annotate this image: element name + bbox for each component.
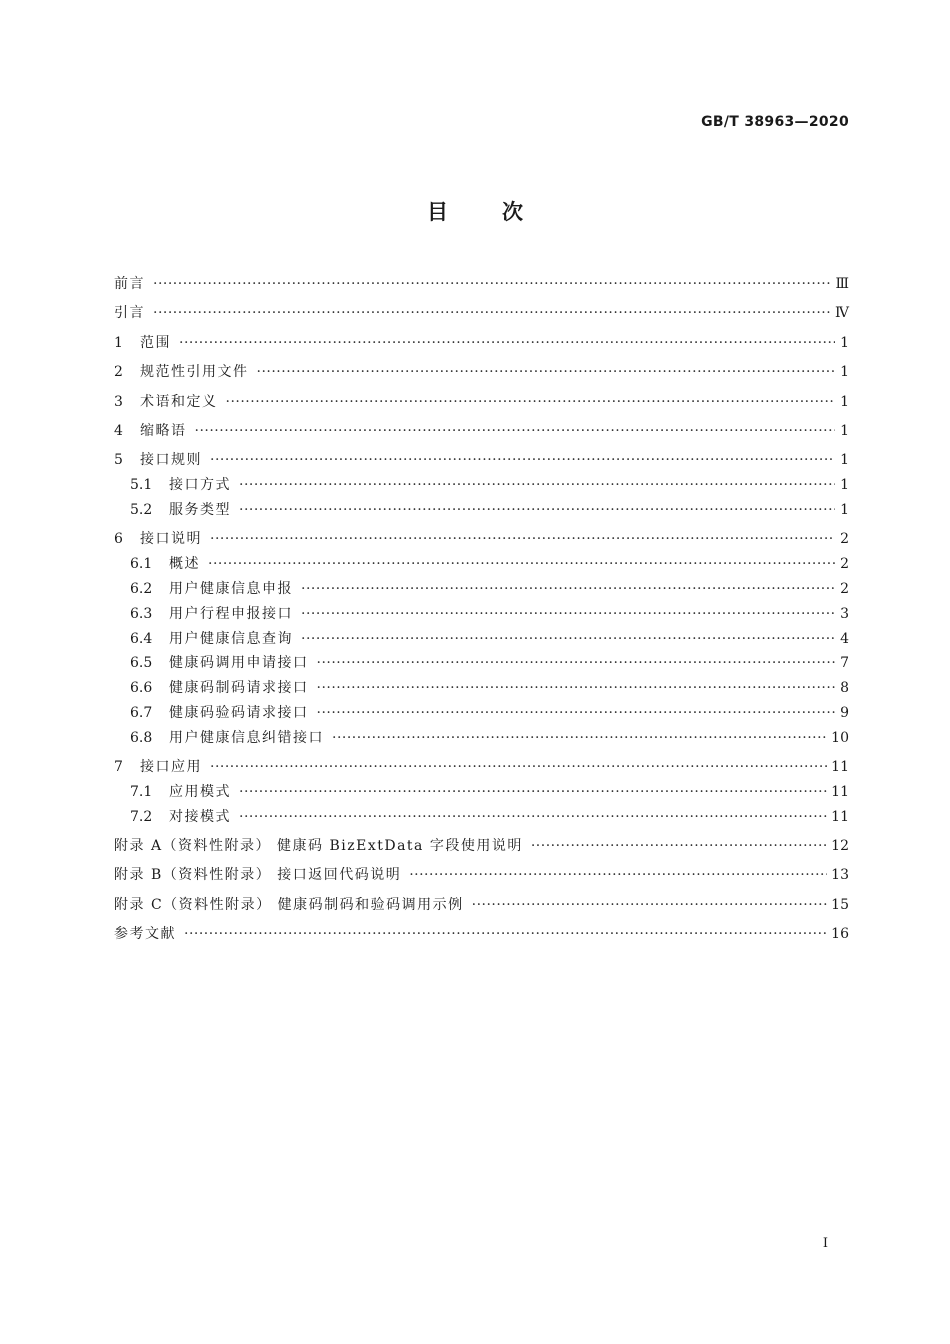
- dot-leader: [153, 273, 831, 295]
- toc-entry-number: 3: [114, 393, 123, 410]
- toc-entry-label: 概述: [169, 556, 200, 573]
- toc-entry-page: 11: [831, 808, 849, 825]
- toc-entry-label: 附录 B（资料性附录） 接口返回代码说明: [114, 867, 402, 884]
- toc-entry[interactable]: [114, 528, 849, 550]
- dot-leader: [239, 781, 827, 803]
- toc-entry-number: 5: [114, 452, 123, 469]
- toc-entry-label: 附录 A（资料性附录） 健康码 BizExtData 字段使用说明: [114, 838, 523, 855]
- toc-entry-page: 2: [840, 556, 849, 573]
- toc-entry[interactable]: [114, 781, 849, 803]
- toc-entry-page: 11: [831, 759, 849, 776]
- dot-leader: [332, 727, 827, 749]
- toc-entry[interactable]: [114, 273, 849, 295]
- toc-entry-page: 2: [840, 580, 849, 597]
- toc-entry-number: 7: [114, 759, 123, 776]
- toc-entry-page: 16: [831, 926, 849, 943]
- toc-entry-label: 服务类型: [169, 501, 231, 518]
- toc-entry-number: 6.5: [130, 655, 153, 672]
- toc-entry[interactable]: [114, 894, 849, 916]
- dot-leader: [210, 756, 827, 778]
- dot-leader: [472, 894, 828, 916]
- toc-entry-label: 接口方式: [169, 477, 231, 494]
- toc-entry[interactable]: [114, 578, 849, 600]
- toc-entry-label: 参考文献: [114, 926, 176, 943]
- toc-entry[interactable]: [114, 727, 849, 749]
- toc-entry-page: Ⅲ: [835, 276, 849, 292]
- toc-entry-number: 5.1: [130, 477, 153, 494]
- toc-entry-label: 附录 C（资料性附录） 健康码制码和验码调用示例: [114, 896, 464, 913]
- dot-leader: [210, 528, 835, 550]
- toc-entry-number: 2: [114, 364, 123, 381]
- page-title: 目次: [427, 200, 577, 224]
- toc-entry[interactable]: [114, 806, 849, 828]
- dot-leader: [301, 628, 835, 650]
- toc-entry-label: 健康码制码请求接口: [169, 680, 309, 697]
- toc-entry[interactable]: [114, 361, 849, 383]
- dot-leader: [317, 677, 836, 699]
- toc-entry-number: 6.7: [130, 704, 153, 721]
- toc-entry-number: 6.2: [130, 580, 153, 597]
- toc-entry-label: 健康码调用申请接口: [169, 655, 309, 672]
- toc-entry-page: 1: [840, 501, 849, 518]
- dot-leader: [153, 302, 831, 324]
- toc-entry-label: 对接模式: [169, 808, 231, 825]
- dot-leader: [184, 923, 827, 945]
- toc-entry-number: 6.8: [130, 729, 153, 746]
- dot-leader: [239, 806, 827, 828]
- standard-code: GB/T 38963—2020: [701, 114, 849, 130]
- toc-entry-label: 应用模式: [169, 783, 231, 800]
- toc-entry-page: Ⅳ: [835, 305, 849, 322]
- toc-entry[interactable]: [114, 332, 849, 354]
- toc-entry-page: 1: [840, 422, 849, 439]
- toc-entry-label: 健康码验码请求接口: [169, 704, 309, 721]
- dot-leader: [257, 361, 836, 383]
- toc-entry[interactable]: [114, 923, 849, 945]
- toc-entry-number: 7.1: [130, 783, 153, 800]
- toc-entry-page: 8: [840, 680, 849, 697]
- toc-entry-number: 6.1: [130, 556, 153, 573]
- toc-entry[interactable]: [114, 677, 849, 699]
- toc-entry-page: 11: [831, 783, 849, 800]
- dot-leader: [210, 449, 835, 471]
- toc-entry[interactable]: [114, 391, 849, 413]
- toc-entry-page: 1: [840, 364, 849, 381]
- toc-entry[interactable]: [114, 628, 849, 650]
- dot-leader: [409, 864, 827, 886]
- dot-leader: [531, 835, 827, 857]
- toc-entry-page: 2: [840, 531, 849, 548]
- dot-leader: [239, 474, 835, 496]
- toc-entry[interactable]: [114, 652, 849, 674]
- toc-entry-page: 12: [831, 838, 849, 855]
- toc-entry-label: 用户健康信息申报: [169, 580, 293, 597]
- toc-entry-label: 接口应用: [140, 759, 202, 776]
- dot-leader: [301, 603, 835, 625]
- dot-leader: [179, 332, 835, 354]
- toc-entry[interactable]: [114, 553, 849, 575]
- dot-leader: [208, 553, 835, 575]
- toc-entry-label: 规范性引用文件: [140, 364, 249, 381]
- dot-leader: [195, 420, 836, 442]
- toc-entry-page: 4: [840, 630, 849, 647]
- toc-entry[interactable]: [114, 302, 849, 324]
- toc-entry-label: 范围: [140, 334, 171, 351]
- dot-leader: [301, 578, 835, 600]
- toc-entry-number: 4: [114, 422, 123, 439]
- table-of-contents: [114, 273, 849, 945]
- toc-entry-number: 5.2: [130, 501, 153, 518]
- toc-entry[interactable]: [114, 449, 849, 471]
- toc-entry[interactable]: [114, 603, 849, 625]
- toc-entry-label: 接口规则: [140, 452, 202, 469]
- toc-entry[interactable]: [114, 756, 849, 778]
- toc-entry-label: 术语和定义: [140, 393, 218, 410]
- toc-entry[interactable]: [114, 499, 849, 521]
- toc-entry-label: 用户健康信息纠错接口: [169, 729, 324, 746]
- toc-entry-number: 6: [114, 531, 123, 548]
- toc-entry-number: 1: [114, 334, 123, 351]
- toc-entry-page: 1: [840, 334, 849, 351]
- toc-entry-label: 缩略语: [140, 422, 187, 439]
- toc-entry-number: 7.2: [130, 808, 153, 825]
- toc-entry[interactable]: [114, 835, 849, 857]
- dot-leader: [239, 499, 835, 521]
- toc-entry-label: 引言: [114, 305, 145, 322]
- toc-entry-label: 接口说明: [140, 531, 202, 548]
- page-number: Ⅰ: [822, 1236, 828, 1251]
- toc-entry-page: 15: [831, 896, 849, 913]
- toc-entry[interactable]: [114, 702, 849, 724]
- dot-leader: [317, 702, 836, 724]
- dot-leader: [317, 652, 836, 674]
- toc-entry-page: 7: [840, 655, 849, 672]
- toc-entry-page: 3: [840, 605, 849, 622]
- toc-entry-number: 6.3: [130, 605, 153, 622]
- toc-entry-page: 1: [840, 477, 849, 494]
- toc-entry-page: 10: [831, 729, 849, 746]
- toc-entry[interactable]: [114, 474, 849, 496]
- toc-entry-page: 1: [840, 393, 849, 410]
- toc-entry-number: 6.6: [130, 680, 153, 697]
- dot-leader: [226, 391, 836, 413]
- toc-entry-number: 6.4: [130, 630, 153, 647]
- toc-entry-page: 13: [831, 867, 849, 884]
- toc-entry[interactable]: [114, 420, 849, 442]
- toc-entry-label: 前言: [114, 276, 145, 292]
- toc-entry-label: 用户行程申报接口: [169, 605, 293, 622]
- toc-entry-page: 9: [840, 704, 849, 721]
- toc-entry-label: 用户健康信息查询: [169, 630, 293, 647]
- toc-entry-page: 1: [840, 452, 849, 469]
- toc-entry[interactable]: [114, 864, 849, 886]
